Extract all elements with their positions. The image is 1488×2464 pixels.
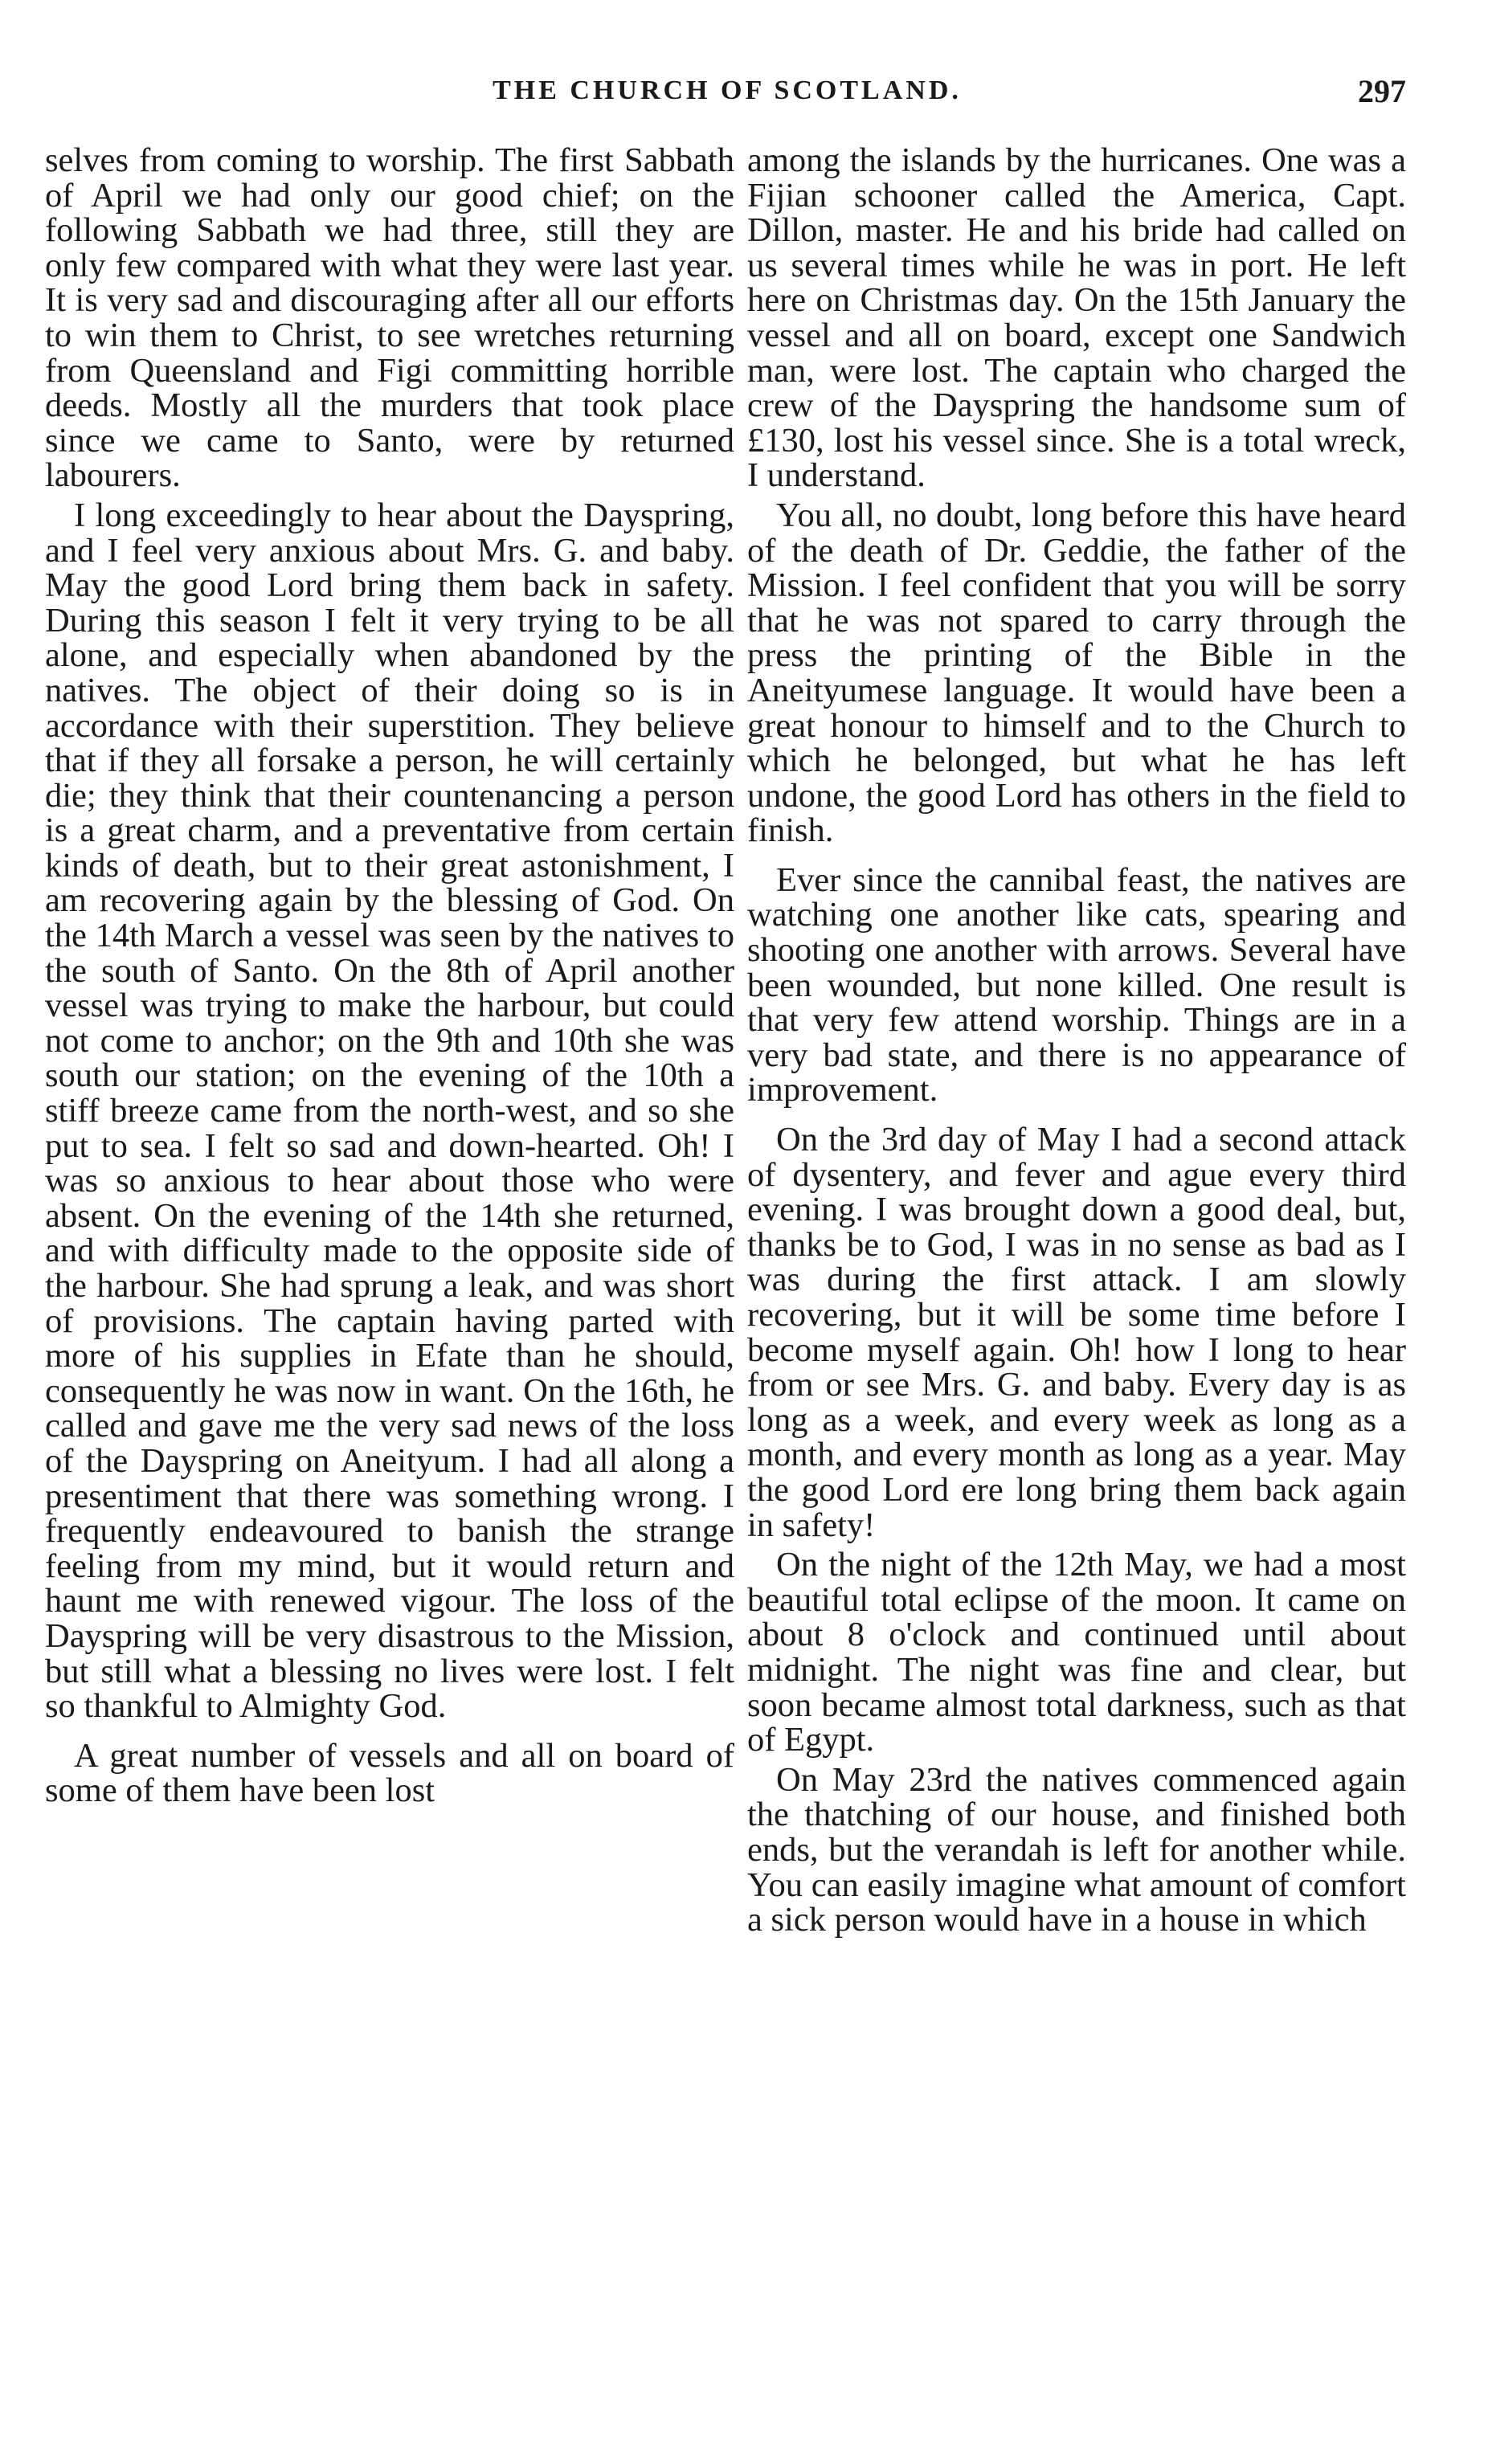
paragraph-right-2: You all, no doubt, long before this have heard of the death of Dr. Geddie, the father of the Mission. I feel confident that you will be sorry that he was not spared to carry through the press the printing of the Bible in the Aneityumese language. It would have been a great honour to himself and to the Church to which he belonged, but what he has left undone, the good Lord has others in the field to finish. — [747, 496, 1406, 850]
running-title: THE CHURCH OF SCOTLAND. — [493, 76, 962, 105]
paragraph-right-3: Ever since the cannibal feast, the natives are watching one another like cats, spearing and shooting one another with arrows. Several have been wounded, but none killed. One result is that very few attend worship. Things are in a very bad state, and there is no appearance of improvement. — [747, 860, 1406, 1109]
paragraph-left-2: I long exceedingly to hear about the Dayspring, and I feel very anxious about Mrs. G. and baby. May the good Lord bring them back in safety. During this season I felt it very trying to be all alone, and especially when abandoned by the natives. The object of their doing so is in accordance with their superstition. They believe that if they all forsake a person, he will certainly die; they think that their countenancing a person is a great charm, and a preventative from certain kinds of death, but to their great astonishment, I am recovering again by the blessing of God. On the 14th March a vessel was seen by the natives to the south of Santo. On the 8th of April another vessel was trying to make the harbour, but could not come to anchor; on the 9th and 10th she was south our station; on the evening of the 10th a stiff breeze came from the north-west, and so she put to sea. I felt so sad and down-hearted. Oh! I was so anxious to hear about those who were absent. On the evening of the 14th she returned, and with difficulty made to the opposite side of the harbour. She had sprung a leak, and was short of provisions. The captain having parted with more of his supplies in Efate than he should, consequently he was now in want. On the 16th, he called and gave me the very sad news of the loss of the Dayspring on Aneityum. I had all along a presentiment that there was something wrong. I frequently endeavoured to banish the strange feeling from my mind, but it would return and haunt me with renewed vigour. The loss of the Dayspring will be very disastrous to the Mission, but still what a blessing no lives were lost. I felt so thankful to Almighty God. — [45, 496, 734, 1726]
paragraph-left-1: selves from coming to worship. The first Sabbath of April we had only our good chief; on the following Sabbath we had three, still they are only few compared with what they were last year. It is very sad and discouraging after all our efforts to win them to Christ, to see wretches returning from Queensland and Figi committing horrible deeds. Mostly all the murders that took place since we came to Santo, were by returned labourers. — [45, 143, 734, 495]
paragraph-left-3: A great number of vessels and all on board of some of them have been lost — [45, 1736, 734, 1810]
page-number: 297 — [1358, 73, 1406, 109]
paragraph-right-6: On May 23rd the natives commenced again the thatching of our house, and finished both ends, but the verandah is left for another while. You can easily imagine what amount of comfort a sick person would have in a house in which — [747, 1760, 1406, 1939]
paragraph-right-4: On the 3rd day of May I had a second attack of dysentery, and fever and ague every third evening. I was brought down a good deal, but, thanks be to God, I was in no sense as bad as I was during the first attack. I am slowly recovering, but it will be some time before I become myself again. Oh! how I long to hear from or see Mrs. G. and baby. Every day is as long as a week, and every week as long as a month, and every month as long as a year. May the good Lord ere long bring them back again in safety! — [747, 1121, 1406, 1544]
paragraph-right-1: among the islands by the hurricanes. One was a Fijian schooner called the America, Capt. Dillon, master. He and his bride had called on us several times while he was in port. He left here on Christmas day. On the 15th January the vessel and all on board, except one Sandwich man, were lost. The captain who charged the crew of the Dayspring the handsome sum of £130, lost his vessel since. She is a total wreck, I understand. — [747, 143, 1406, 495]
left-column — [45, 143, 734, 2433]
right-column — [747, 143, 1406, 2433]
paragraph-right-5: On the night of the 12th May, we had a most beautiful total eclipse of the moon. It came on about 8 o'clock and continued until about midnight. The night was fine and clear, but soon became almost total darkness, such as that of Egypt. — [747, 1546, 1406, 1759]
running-head — [48, 73, 1406, 116]
